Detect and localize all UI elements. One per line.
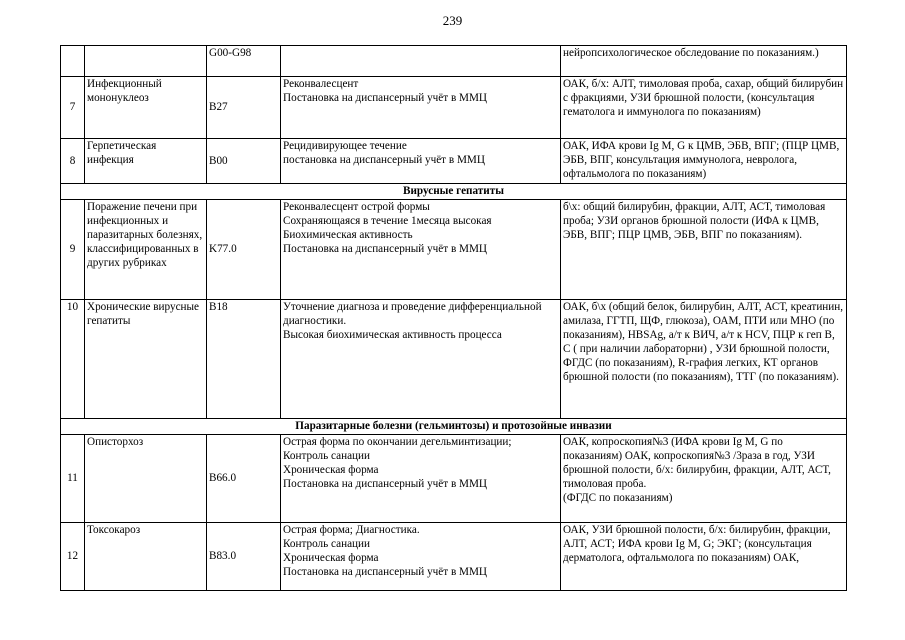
action-line: Контроль санации [283,450,371,463]
table-row [61,139,847,184]
section-row [61,184,847,200]
action-line: Реконвалесцент [283,78,359,90]
row-number-cell: 11 [61,435,85,523]
examination-cell: ОАК, УЗИ брюшной полости, б/х: билирубин, фракции, АЛТ, АСТ; ИФА крови Ig M, G; ЭКГ; (консультация дерматолога, офтальмолога по показаниям) ОАК, [561,523,847,591]
icd-code-cell: B00 [207,139,281,184]
icd-code-cell: B27 [207,77,281,139]
icd-code-cell: B66.0 [207,435,281,523]
examination-cell: ОАК, ИФА крови Ig M, G к ЦМВ, ЭБВ, ВПГ; (ПЦР ЦМВ, ЭБВ, ВПГ, консультация иммунолога, невролога, офтальмолога по показаниям) [561,139,847,184]
table-row [61,435,847,523]
action-line: Контроль санации [283,538,371,551]
table-row [61,77,847,139]
action-line: Постановка на диспансерный учёт в ММЦ [283,566,488,579]
page-number: 239 [442,13,463,28]
row-number-cell: 9 [61,200,85,300]
action-line: Реконвалесцент острой формы [283,201,430,213]
actions-cell [281,139,561,184]
actions-cell [281,523,561,591]
action-line: Постановка на диспансерный учёт в ММЦ [283,243,488,256]
actions-cell [281,435,561,523]
table-row [61,523,847,591]
action-line: Острая форма; Диагностика. [283,524,420,536]
action-line: Постановка на диспансерный учёт в ММЦ [283,478,488,491]
table-row [61,46,847,77]
section-heading: Вирусные гепатиты [61,184,847,200]
action-line: Постановка на диспансерный учёт в ММЦ [283,92,488,105]
action-line: Хроническая форма [283,464,379,477]
action-line: Сохраняющаяся в течение 1месяца высокая [283,215,492,228]
row-number-cell [61,46,85,77]
action-line: постановка на диспансерный учёт в ММЦ [283,154,485,167]
icd-code-cell: B83.0 [207,523,281,591]
dispensary-table [60,45,847,591]
row-number-cell: 10 [61,300,85,419]
examination-cell: ОАК, б/х: АЛТ, тимоловая проба, сахар, общий билирубин с фракциями, УЗИ брюшной полости, (консультация гематолога и иммунолога по показаниям) [561,77,847,139]
table-row [61,200,847,300]
actions-cell [281,300,561,419]
table-row [61,300,847,419]
action-line: Высокая биохимическая активность процесса [283,329,502,342]
disease-cell: Описторхоз [85,435,207,523]
action-line: Хроническая форма [283,552,379,565]
examination-cell: б\х: общий билирубин, фракции, АЛТ, АСТ, тимоловая проба; УЗИ органов брюшной полости (ИФА к ЦМВ, ЭБВ, ВПГ; ПЦР ЦМВ, ЭБВ, ВПГ по показаниям). [561,200,847,300]
examination-cell: ОАК, копроскопия№3 (ИФА крови Ig M, G по показаниям) ОАК, копроскопия№3 /3раза в год, УЗИ брюшной полости, б/х: билирубин, фракции, АЛТ, АСТ, тимоловая проба. (ФГДС по показаниям) [561,435,847,523]
action-line: Острая форма по окончании дегельминтизации; [283,436,512,448]
row-number-cell: 12 [61,523,85,591]
action-line: Уточнение диагноза и проведение дифференциальной диагностики. [283,301,542,328]
row-number-cell: 8 [61,139,85,184]
actions-cell [281,77,561,139]
actions-cell [281,46,561,77]
examination-cell: ОАК, б\х (общий белок, билирубин, АЛТ, АСТ, креатинин, амилаза, ГГТП, ЩФ, глюкоза), ОАМ, ПТИ или МНО (по показаниям), HBSAg, а/т к ВИЧ, а/т к HCV, ПЦР к геп В, С ( при наличии лабораторни) , УЗИ брюшной полости, ФГДС (по показаниям), R-графия легких, КТ органов брюшной полости (по показаниям), ТТГ (по показаниям). [561,300,847,419]
disease-cell: Герпетическая инфекция [85,139,207,184]
action-line: Рецидивирующее течение [283,140,407,152]
icd-code-cell: K77.0 [207,200,281,300]
disease-cell [85,46,207,77]
disease-cell: Токсокароз [85,523,207,591]
disease-cell: Инфекционный мононуклеоз [85,77,207,139]
disease-cell: Поражение печени при инфекционных и паразитарных болезнях, классифицированных в других рубриках [85,200,207,300]
icd-code-cell: G00-G98 [207,46,281,77]
icd-code-cell: B18 [207,300,281,419]
section-heading: Паразитарные болезни (гельминтозы) и протозойные инвазии [61,419,847,435]
action-line: Биохимическая активность [283,229,413,242]
section-row [61,419,847,435]
examination-cell: нейропсихологическое обследование по показаниям.) [561,46,847,77]
row-number-cell: 7 [61,77,85,139]
disease-cell: Хронические вирусные гепатиты [85,300,207,419]
actions-cell [281,200,561,300]
